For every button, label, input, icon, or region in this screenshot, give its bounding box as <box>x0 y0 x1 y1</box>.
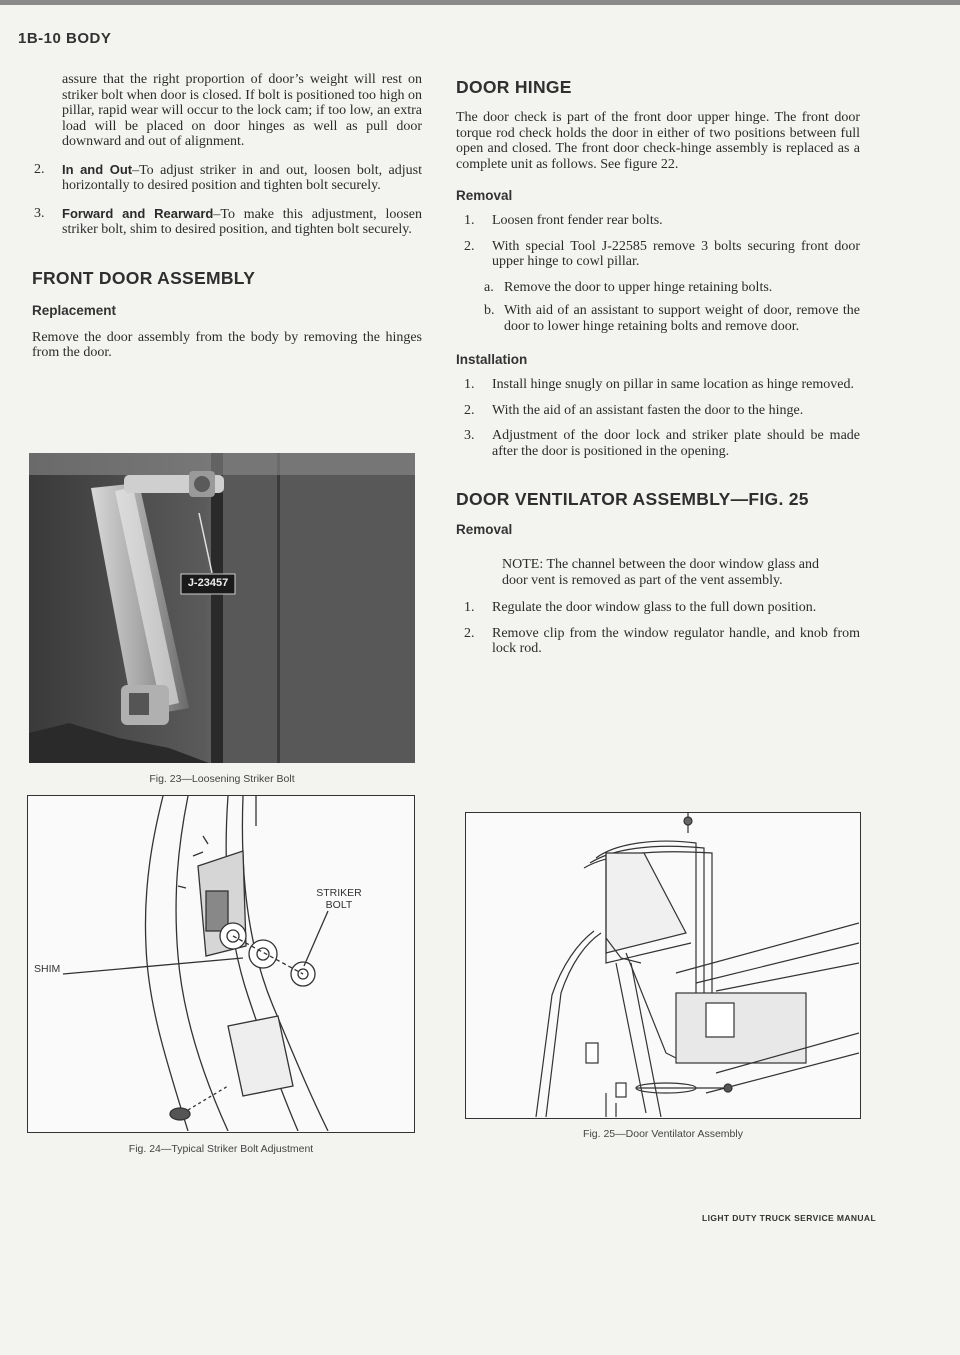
item-text: With aid of an assistant to support weight of door, remove the door to lower hinge retaining bolts and remove door. <box>504 303 860 334</box>
item-text <box>62 206 422 238</box>
top-rule <box>0 0 960 5</box>
item-text: Install hinge snugly on pillar in same location as hinge removed. <box>492 377 854 392</box>
section-heading-ventilator: DOOR VENTILATOR ASSEMBLY—FIG. 25 <box>456 489 809 509</box>
figure-23-caption: Fig. 23—Loosening Striker Bolt <box>149 773 295 785</box>
list-item <box>32 162 422 194</box>
door-hinge-paragraph: The door check is part of the front door upper hinge. The front door torque rod check holds the door in either of two positions between full open and closed. The front door check-hinge assembly is replaced as a complete unit as follows. See figure 22. <box>456 110 860 172</box>
item-text: With the aid of an assistant fasten the door to the hinge. <box>492 402 804 418</box>
item-text <box>62 162 422 194</box>
item-text: Remove the door to upper hinge retaining bolts. <box>504 279 773 295</box>
figure-24-caption: Fig. 24—Typical Striker Bolt Adjustment <box>128 1143 314 1155</box>
item-letter: a. <box>484 279 494 295</box>
item-title: In and Out <box>62 161 133 177</box>
list-item <box>456 403 860 419</box>
item-body: –To make this adjustment, loosen striker bolt, shim to desired position, and tighten bolt securely. <box>62 206 422 237</box>
item-number: 2. <box>464 238 475 254</box>
section-heading-door-hinge: DOOR HINGE <box>456 77 572 97</box>
item-text: Loosen front fender rear bolts. <box>492 213 663 228</box>
item-number: 2. <box>464 625 475 641</box>
figure-25 <box>465 812 861 1119</box>
item-number: 1. <box>464 377 475 392</box>
item-number: 3. <box>464 428 475 443</box>
label-striker: STRIKER <box>316 887 362 899</box>
intro-paragraph: assure that the right proportion of door’s weight will rest on striker bolt when door is closed. If bolt is positioned too high on pillar, rapid wear will occur to the lock cam; if too low, an extra load will be placed on door hinges as well as pull door downward and out of alignment. <box>62 72 422 149</box>
subheading-vent-removal: Removal <box>456 522 513 537</box>
striker-bolt-photo <box>29 453 415 763</box>
replacement-paragraph: Remove the door assembly from the body by removing the hinges from the door. <box>32 329 422 360</box>
label-shim: SHIM <box>34 963 61 975</box>
page-footer: LIGHT DUTY TRUCK SERVICE MANUAL <box>702 1213 877 1223</box>
list-item <box>456 377 860 393</box>
right-column <box>456 72 860 657</box>
list-item <box>456 626 860 657</box>
item-number: 2. <box>464 402 475 418</box>
label-striker-bolt <box>306 887 372 911</box>
list-item <box>456 428 860 459</box>
item-number: 3. <box>34 205 45 221</box>
item-title: Forward and Rearward <box>62 205 214 221</box>
left-column <box>32 72 422 361</box>
list-subitem <box>456 280 860 296</box>
section-heading-front-door: FRONT DOOR ASSEMBLY <box>32 267 256 288</box>
item-number: 1. <box>464 600 475 615</box>
list-subitem <box>456 303 860 334</box>
item-letter: b. <box>484 303 495 318</box>
tool-label: J-23457 <box>187 577 229 589</box>
figure-23 <box>29 453 415 763</box>
figure-24 <box>27 795 415 1133</box>
item-number: 1. <box>464 213 475 228</box>
item-number: 2. <box>34 161 45 177</box>
figure-25-caption: Fig. 25—Door Ventilator Assembly <box>583 1128 743 1140</box>
page-header: 1B-10 BODY <box>18 30 112 47</box>
subheading-removal: Removal <box>456 188 513 203</box>
item-body: –To adjust striker in and out, loosen bolt, adjust horizontally to desired position and tighten bolt securely. <box>62 162 422 193</box>
list-item <box>456 213 860 229</box>
ventilator-assembly-diagram <box>466 813 859 1117</box>
note-paragraph: NOTE: The channel between the door window glass and door vent is removed as part of the vent assembly. <box>502 557 819 588</box>
list-item <box>456 239 860 270</box>
item-text: With special Tool J-22585 remove 3 bolts securing front door upper hinge to cowl pillar. <box>492 238 860 269</box>
subheading-replacement: Replacement <box>32 302 117 318</box>
striker-adjustment-diagram <box>28 796 413 1131</box>
item-text: Regulate the door window glass to the full down position. <box>492 600 817 615</box>
label-bolt: BOLT <box>325 899 353 911</box>
item-text: Remove clip from the window regulator handle, and knob from lock rod. <box>492 625 860 656</box>
item-text: Adjustment of the door lock and striker plate should be made after the door is positioned in the opening. <box>492 428 860 459</box>
list-item <box>456 600 860 616</box>
subheading-installation: Installation <box>456 352 528 367</box>
list-item <box>32 206 422 238</box>
